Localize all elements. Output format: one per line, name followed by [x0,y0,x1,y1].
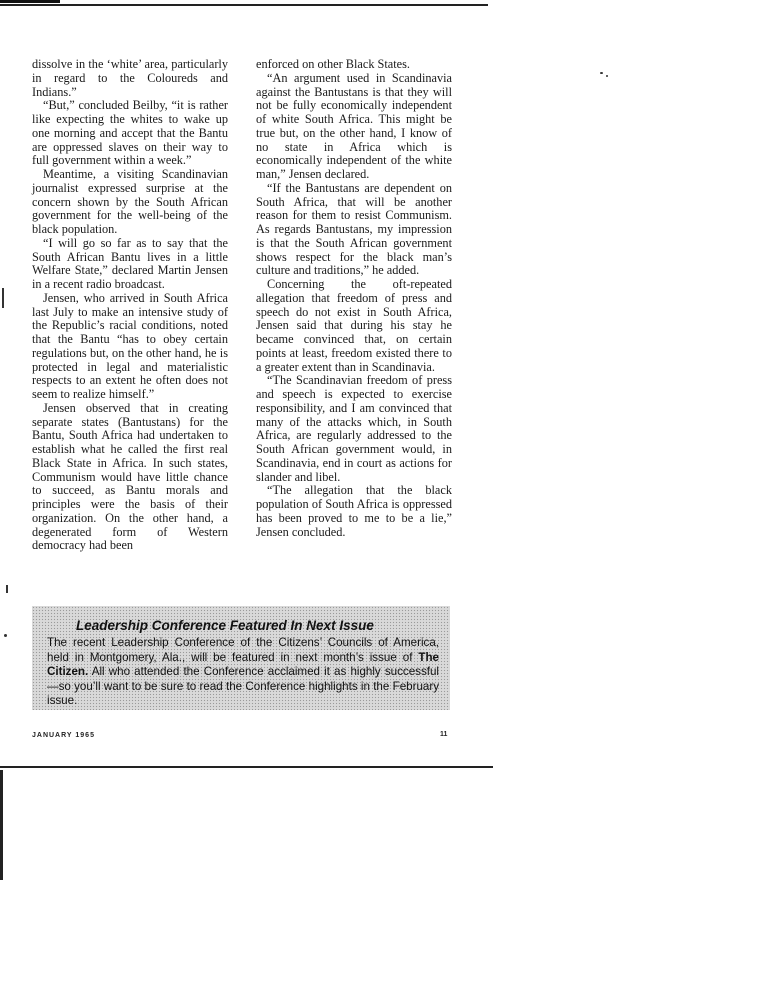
page-number: 11 [440,731,448,738]
scan-speck [606,75,608,77]
bottom-left-edge [0,770,3,880]
article-paragraph: Meantime, a visiting Scandinavian journalist expressed surprise at the concern shown by the South African government for the well-being of the black population. [32,167,228,236]
publication-name: The Citizen. [47,650,439,679]
callout-body-text: All who attended the Conference acclaimed it as highly successful—so you’ll want to be sure to read the Conference highlights in the February issue. [47,665,439,708]
article-paragraph: “If the Bantustans are dependent on South Africa, that will be another reason for them to resist Communism. As regards Bantustans, my impression is that the South African government shows respect for the black man’s culture and traditions,” he added. [256,180,452,278]
scan-mark [2,288,4,308]
article-paragraph: “An argument used in Scandinavia against the Bantustans is that they will not be fully economically independent of white South Africa. This might be true but, on the other hand, I know of no state in Africa which is economically independent of the white man,” Jensen declared. [256,70,452,181]
scan-speck [4,634,7,637]
issue-date: JANUARY 1965 [32,732,95,739]
article-right-column [256,58,452,539]
article-paragraph: “The allegation that the black population of South Africa is oppressed has been proved to me to be a lie,” Jensen concluded. [256,483,452,539]
callout-title: Leadership Conference Featured In Next Issue [76,618,374,633]
top-left-rule [0,0,60,3]
article-paragraph: enforced on other Black States. [256,57,410,71]
scan-speck [600,72,603,74]
next-issue-callout [32,606,450,710]
article-paragraph: “But,” concluded Beilby, “it is rather like expecting the whites to wake up one morning and accept that the Bantu are oppressed slaves on their way to full government within a week.” [32,98,228,168]
article-paragraph: “I will go so far as to say that the South African Bantu lives in a little Welfare State,” declared Martin Jensen in a recent radio broadcast. [32,235,228,291]
callout-body-text: The recent Leadership Conference of the Citizens’ Councils of America, held in Montgomery, Ala., will be featured in next month’s issue of [47,636,439,664]
article-paragraph: Jensen, who arrived in South Africa last July to make an intensive study of the Republic’s racial conditions, noted that the Bantu “has to obey certain regulations but, on the other hand, he is protected in legal and materialistic respects to an extent he often does not seem to realize himself.” [32,290,228,401]
article-paragraph: Jensen observed that in creating separate states (Bantustans) for the Bantu, South Africa had undertaken to establish what he called the first real Black State in Africa. In such states, Communism would have little chance to succeed, as Bantu morals and principles were the basis of their organization. On the other hand, a degenerated form of Western democracy had been [32,400,228,553]
article-left-column [32,58,228,553]
article-paragraph: “The Scandinavian freedom of press and speech is expected to exercise responsibility, and I am convinced that many of the attacks which, in South Africa, are regularly addressed to the South African government would, in Scandinavia, end in court as actions for slander and libel. [256,373,452,484]
bottom-rule [0,766,493,768]
top-rule [0,4,488,6]
article-paragraph: Concerning the oft-repeated allegation that freedom of press and speech do not exist in South Africa, Jensen said that during his stay he became convinced that, on certain points at least, freedom existed there to a greater extent than in Scandinavia. [256,277,452,374]
scan-mark [6,585,8,593]
callout-body [47,636,439,709]
article-paragraph: dissolve in the ‘white’ area, particularly in regard to the Coloureds and Indians.” [32,57,228,99]
